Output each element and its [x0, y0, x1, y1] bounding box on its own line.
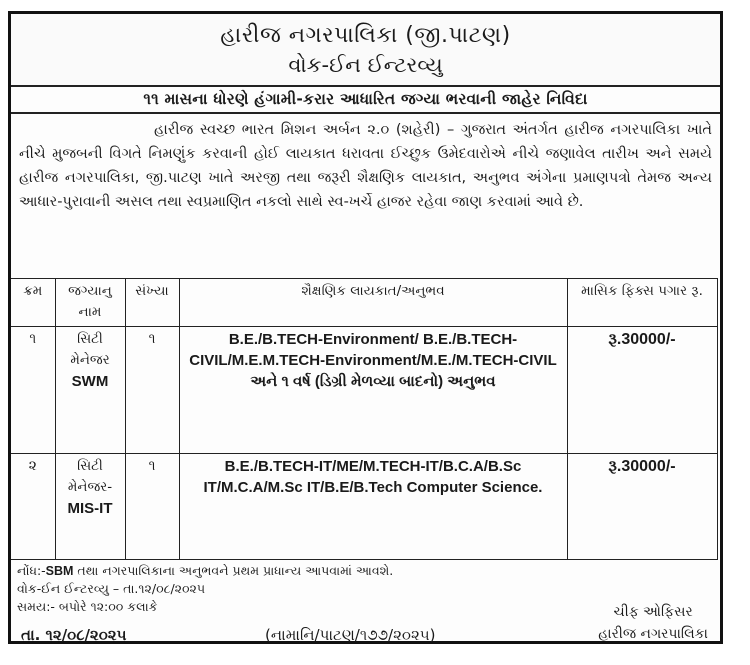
cell-post [55, 454, 125, 560]
note-prefix: નોંધ:- [17, 563, 46, 578]
header-sr: ક્રમ [11, 279, 55, 327]
public-notice [8, 11, 723, 644]
notice-title: હારીજ નગરપાલિકા (જી.પાટણ) [220, 22, 511, 48]
intro-text: હારીજ સ્વચ્છ ભારત મિશન અર્બન ૨.૦ (શહેરી) – ગુજરાત અંતર્ગત હારીજ નગરપાલિકા ખાતે નીચે મુજબની વિગતે નિમણુંક કરવાની હોઈ લાયકાત ધરાવતા ઈચ્છુક ઉમેદવારોએ નીચે જણાવેલ તારીખ અને સમયે હારીજ નગરપાલિકા, જી.પાટણ ખાતે અરજી તથા જરૂરી શૈક્ષણિક લાયકાત, અનુભવ અંગેના પ્રમાણપત્રો તેમજ અન્ય આધાર-પુરાવાની અસલ તથા સ્વપ્રમાણિત નકલો સાથે સ્વ-ખર્ચે હાજર રહેવા જાણ કરવામાં આવે છે. [19, 122, 712, 210]
signatory-title: ચીફ ઓફિસર [613, 604, 693, 620]
table-header-row [11, 279, 717, 327]
intro-paragraph [11, 114, 720, 278]
cell-salary: રૂ.30000/- [567, 327, 717, 454]
header-post: જગ્યાનુ નામ [55, 279, 125, 327]
cell-salary: રૂ.30000/- [567, 454, 717, 560]
vacancy-table [11, 278, 718, 560]
cell-count: ૧ [125, 454, 179, 560]
header-qualification: શૈક્ષણિક લાયકાત/અનુભવ [179, 279, 567, 327]
cell-post [55, 327, 125, 454]
cell-qualification: B.E./B.TECH-Environment/ B.E./B.TECH-CIVIL/M.E.M.TECH-Environment/M.E./M.TECH-CIVIL અને ૧ વર્ષ (ડિગ્રી મેળવ્યા બાદનો) અનુભવ [179, 327, 567, 454]
cell-count: ૧ [125, 327, 179, 454]
table-row [11, 327, 717, 454]
notice-subheader: ૧૧ માસના ધોરણે હંગામી-કરાર આધારિત જગ્યા ભરવાની જાહેર નિવિદા [11, 87, 720, 114]
cell-sr: ૨ [11, 454, 55, 560]
header-count: સંખ્યા [125, 279, 179, 327]
note-sbm: SBM [45, 564, 74, 578]
walkin-date: વોક-ઈન ઈન્ટરવ્યુ – તા.૧૨/૦૮/૨૦૨૫ [17, 581, 206, 596]
signature-block [598, 601, 708, 645]
note-line [17, 562, 714, 580]
post-name-gu: સિટી મેનેજર [70, 331, 110, 368]
notice-header [11, 14, 720, 87]
post-name-en: MIS-IT [67, 500, 113, 517]
notice-footer [11, 560, 720, 650]
cell-qualification: B.E./B.TECH-IT/ME/M.TECH-IT/B.C.A/B.Sc IT/M.C.A/M.Sc IT/B.E/B.Tech Computer Science. [179, 454, 567, 560]
cell-sr: ૧ [11, 327, 55, 454]
post-name-en: SWM [71, 373, 109, 390]
table-row [11, 454, 717, 560]
post-name-gu: સિટી મેનેજર- [67, 458, 113, 495]
note-text: તથા નગરપાલિકાના અનુભવને પ્રથમ પ્રાધાન્ય આપવામાં આવશે. [73, 563, 394, 578]
notice-subtitle: વોક-ઈન ઈન્ટરવ્યુ [288, 52, 443, 77]
interview-time: સમય:- બપોરે ૧૨:૦૦ કલાકે [17, 599, 158, 614]
signatory-org: હારીજ નગરપાલિકા [598, 626, 708, 642]
reference-number: (નામાનિ/પાટણ/૧૭૭/૨૦૨૫) [265, 626, 436, 644]
header-salary: માસિક ફિક્સ પગાર રૂ. [567, 279, 717, 327]
notice-date: તા. ૧૨/૦૮/૨૦૨૫ [21, 626, 127, 644]
